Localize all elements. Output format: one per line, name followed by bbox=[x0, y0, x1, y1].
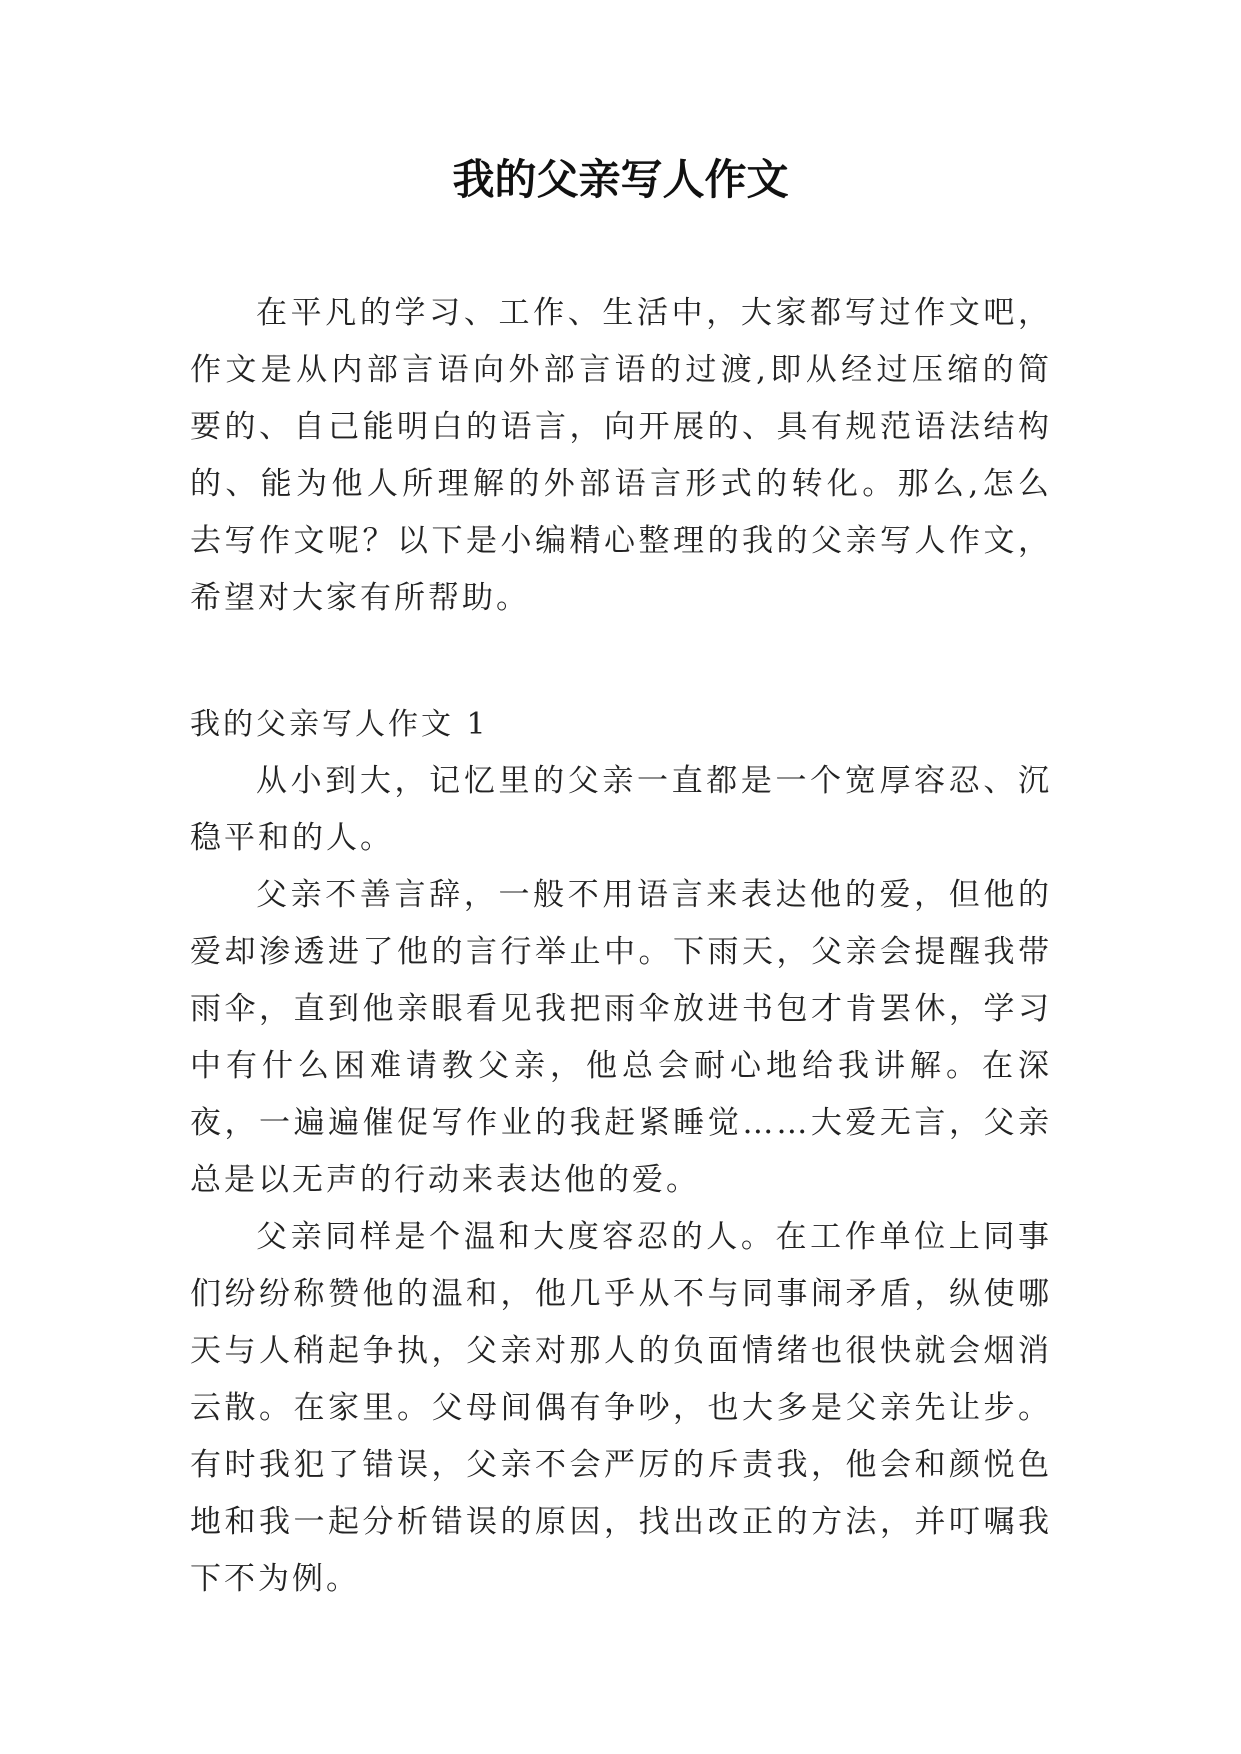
section-heading: 我的父亲写人作文 1 bbox=[190, 707, 489, 742]
essay-paragraph: 从小到大，记忆里的父亲一直都是一个宽厚容忍、沉稳平和的人。 bbox=[190, 763, 1052, 856]
document-title: 我的父亲写人作文 bbox=[452, 155, 789, 204]
essay-paragraph: 父亲不善言辞，一般不用语言来表达他的爱，但他的爱却渗透进了他的言行举止中。下雨天，父亲会提醒我带雨伞，直到他亲眼看见我把雨伞放进书包才肯罢休，学习中有什么困难请教父亲，他总会耐心地给我讲解。在深夜，一遍遍催促写作业的我赶紧睡觉……大爱无言，父亲总是以无声的行动来表达他的爱。 bbox=[190, 877, 1052, 1198]
intro-paragraph: 在平凡的学习、工作、生活中，大家都写过作文吧，作文是从内部言语向外部言语的过渡,即从经过压缩的简要的、自己能明白的语言，向开展的、具有规范语法结构的、能为他人所理解的外部语言形式的转化。那么,怎么去写作文呢？以下是小编精心整理的我的父亲写人作文，希望对大家有所帮助。 bbox=[190, 295, 1052, 616]
essay-paragraph: 父亲同样是个温和大度容忍的人。在工作单位上同事们纷纷称赞他的温和，他几乎从不与同事闹矛盾，纵使哪天与人稍起争执，父亲对那人的负面情绪也很快就会烟消云散。在家里。父母间偶有争吵，也大多是父亲先让步。有时我犯了错误，父亲不会严厉的斥责我，他会和颜悦色地和我一起分析错误的原因，找出改正的方法，并叮嘱我下不为例。 bbox=[190, 1219, 1052, 1597]
